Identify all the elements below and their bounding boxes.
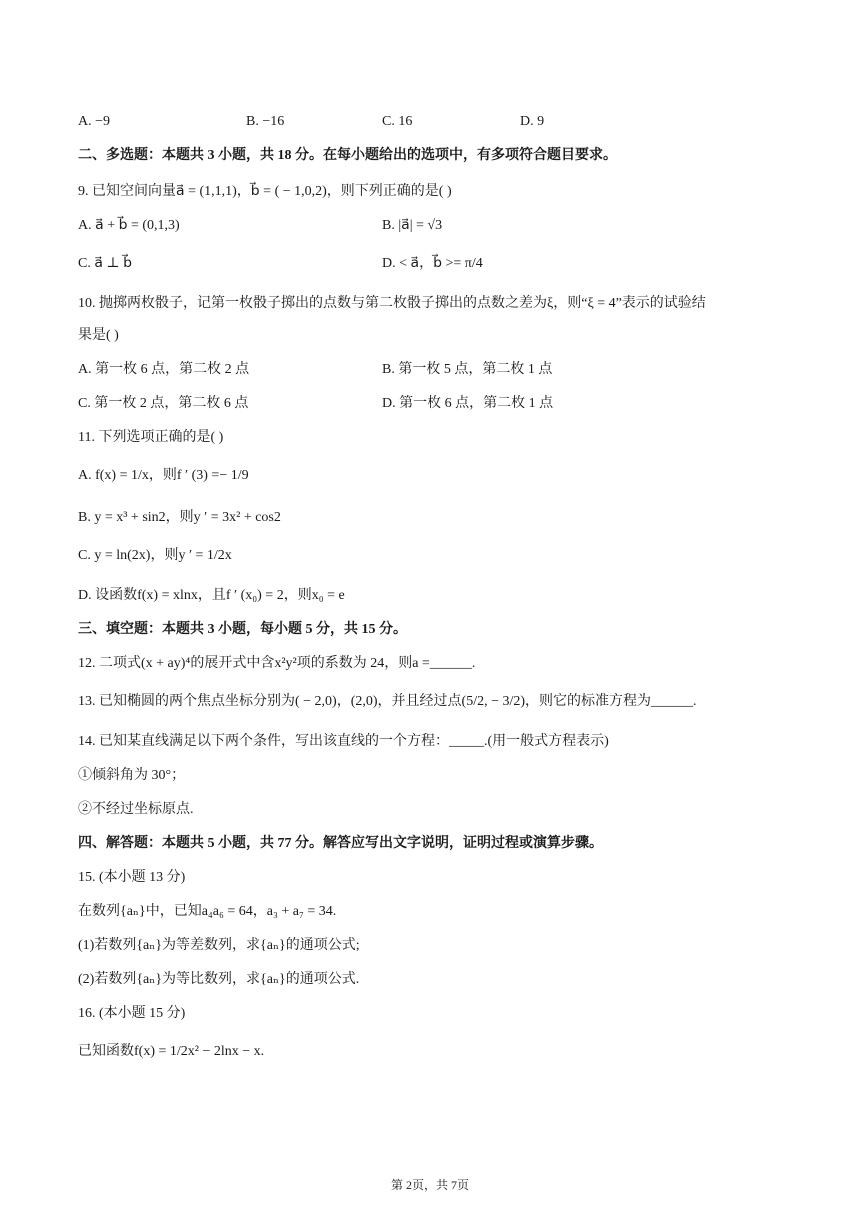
q15-stem: 在数列{aₙ}中，已知a₄a₆ = 64，a₃ + a₇ = 34. <box>78 904 337 919</box>
q9-stem: 9. 已知空间向量a⃗ = (1,1,1)，b⃗ = ( − 1,0,2)，则下列正确的是( ) <box>78 184 452 199</box>
q8-option-d: D. 9 <box>520 114 545 129</box>
q15-heading: 15. (本小题 13 分) <box>78 870 186 885</box>
q9-option-d: D. < a⃗，b⃗ >= π/4 <box>382 256 483 271</box>
page-footer: 第 2页，共 7页 <box>390 1178 469 1192</box>
section-2-heading: 二、多选题：本题共 3 小题，共 18 分。在每小题给出的选项中，有多项符合题目要求。 <box>78 148 617 163</box>
q11-option-a: A. f(x) = 1/x，则f ′ (3) =− 1/9 <box>78 468 249 483</box>
section-4-heading: 四、解答题：本题共 5 小题，共 77 分。解答应写出文字说明，证明过程或演算步骤。 <box>78 836 603 851</box>
q10-option-c: C. 第一枚 2 点，第二枚 6 点 <box>78 396 249 411</box>
q10-option-d: D. 第一枚 6 点，第二枚 1 点 <box>382 396 554 411</box>
q11-stem: 11. 下列选项正确的是( ) <box>78 430 224 445</box>
q15-part-1: (1)若数列{aₙ}为等差数列，求{aₙ}的通项公式; <box>78 938 360 953</box>
q10-stem-line1: 10. 抛掷两枚骰子，记第一枚骰子掷出的点数与第二枚骰子掷出的点数之差为ξ，则“ξ = 4”表示的试验结 <box>78 296 706 311</box>
q12-stem: 12. 二项式(x + ay)⁴的展开式中含x²y²项的系数为 24，则a =______. <box>78 656 476 671</box>
q10-option-a: A. 第一枚 6 点，第二枚 2 点 <box>78 362 250 377</box>
q11-option-c: C. y = ln(2x)，则y ′ = 1/2x <box>78 548 232 563</box>
q13-stem: 13. 已知椭圆的两个焦点坐标分别为( − 2,0)，(2,0)，并且经过点(5/2, − 3/2)，则它的标准方程为______. <box>78 694 697 709</box>
q14-condition-2: ②不经过坐标原点. <box>78 802 194 817</box>
q9-option-b: B. |a⃗| = √3 <box>382 218 443 233</box>
q16-heading: 16. (本小题 15 分) <box>78 1006 186 1021</box>
q15-part-2: (2)若数列{aₙ}为等比数列，求{aₙ}的通项公式. <box>78 972 360 987</box>
q9-option-a: A. a⃗ + b⃗ = (0,1,3) <box>78 218 180 233</box>
q8-option-b: B. −16 <box>246 114 285 129</box>
q9-option-c: C. a⃗ ⊥ b⃗ <box>78 256 132 271</box>
q14-condition-1: ①倾斜角为 30°； <box>78 768 186 783</box>
q11-option-d: D. 设函数f(x) = xlnx，且f ′ (x₀) = 2，则x₀ = e <box>78 588 345 603</box>
q11-option-b: B. y = x³ + sin2，则y ′ = 3x² + cos2 <box>78 510 281 525</box>
q10-option-b: B. 第一枚 5 点，第二枚 1 点 <box>382 362 553 377</box>
section-3-heading: 三、填空题：本题共 3 小题，每小题 5 分，共 15 分。 <box>78 622 407 637</box>
q8-option-c: C. 16 <box>382 114 413 129</box>
q16-stem: 已知函数f(x) = 1/2x² − 2lnx − x. <box>78 1044 265 1059</box>
q14-stem: 14. 已知某直线满足以下两个条件，写出该直线的一个方程：_____.(用一般式方程表示) <box>78 734 609 749</box>
q8-option-a: A. −9 <box>78 114 111 129</box>
q10-stem-line2: 果是( ) <box>78 328 119 343</box>
